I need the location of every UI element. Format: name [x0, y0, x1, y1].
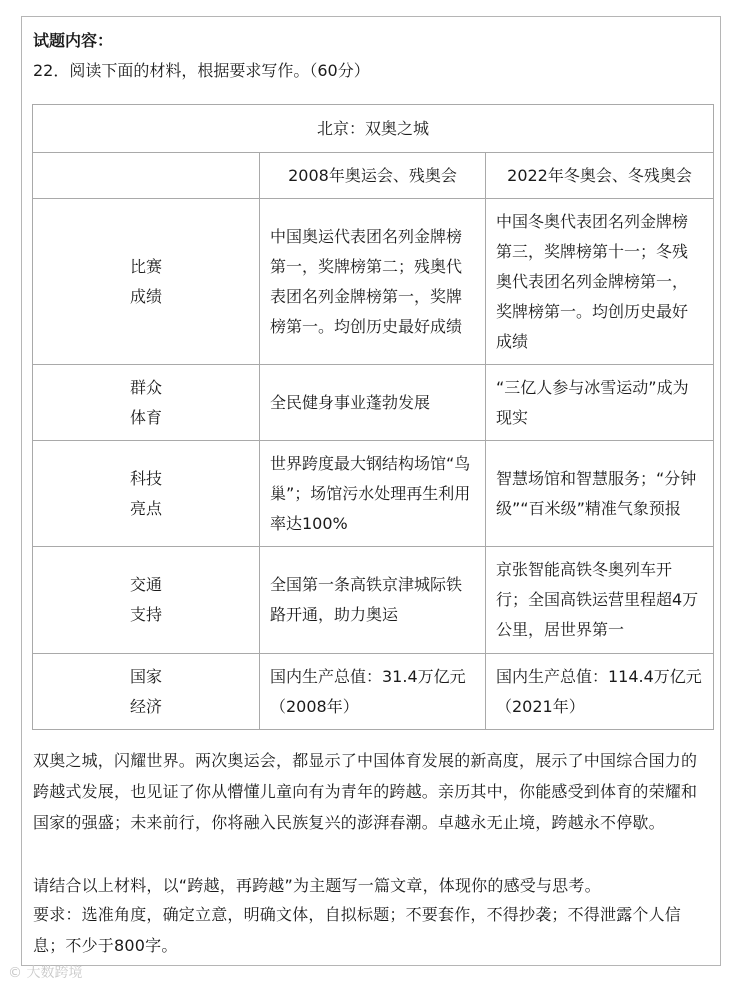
cell-2022: 国内生产总值：114.4万亿元（2021年）: [486, 654, 714, 730]
row-category-line: 亮点: [129, 498, 162, 518]
cell-2008: 国内生产总值：31.4万亿元（2008年）: [260, 654, 486, 730]
table-row: [33, 199, 714, 365]
cell-2022: 中国冬奥代表团名列金牌榜第三，奖牌榜第十一；冬残奥代表团名列金牌榜第一，奖牌榜第一。均创历史最好成绩: [486, 199, 714, 365]
row-category: [33, 654, 260, 730]
table-row: [33, 654, 714, 730]
row-category-line: 科技: [129, 468, 162, 488]
row-category-line: 国家: [129, 666, 162, 686]
section-label: 试题内容：: [33, 31, 114, 50]
row-category-line: 群众: [129, 377, 162, 397]
writing-requirements: 要求：选准角度，确定立意，明确文体，自拟标题；不要套作，不得抄袭；不得泄露个人信息；不少于800字。: [33, 905, 682, 955]
row-category: [33, 365, 260, 441]
row-category-line: 交通: [129, 575, 162, 594]
table-title-row: [33, 105, 714, 153]
row-category: [33, 199, 260, 365]
cell-2022: 京张智能高铁冬奥列车开行；全国高铁运营里程超4万公里，居世界第一: [486, 547, 714, 654]
cell-2022: 智慧场馆和智慧服务；“分钟级”“百米级”精准气象预报: [486, 441, 714, 547]
passage-paragraph: 双奥之城，闪耀世界。两次奥运会，都显示了中国体育发展的新高度，展示了中国综合国力的跨越式发展，也见证了你从懵懂儿童向有为青年的跨越。亲历其中，你能感受到体育的荣耀和国家的强盛；未来前行，你将融入民族复兴的澎湃春潮。卓越永无止境，跨越永不停歇。: [33, 751, 698, 832]
table-header-row: [33, 153, 714, 199]
table-title: 北京：双奥之城: [33, 105, 714, 153]
table-row: [33, 547, 714, 654]
question-prompt: 22．阅读下面的材料，根据要求写作。（60分）: [33, 61, 370, 80]
cell-2008: 中国奥运代表团名列金牌榜第一，奖牌榜第二；残奥代表团名列金牌榜第一，奖牌榜第一。均创历史最好成绩: [260, 199, 486, 365]
watermark: © 大数跨境: [8, 965, 83, 981]
row-category-line: 成绩: [129, 286, 162, 306]
row-category-line: 比赛: [129, 256, 162, 276]
row-category: [33, 441, 260, 547]
header-2008: 2008年奥运会、残奥会: [260, 153, 486, 199]
writing-instruction: 请结合以上材料，以“跨越，再跨越”为主题写一篇文章，体现你的感受与思考。: [33, 876, 601, 895]
cell-2008: 全民健身事业蓬勃发展: [260, 365, 486, 441]
header-empty-cell: [33, 153, 260, 199]
row-category-line: 体育: [129, 407, 162, 427]
table-row: [33, 365, 714, 441]
comparison-table: [32, 104, 714, 730]
header-2022: 2022年冬奥会、冬残奥会: [486, 153, 714, 199]
row-category: [33, 547, 260, 654]
row-category-line: 支持: [129, 605, 162, 624]
cell-2008: 世界跨度最大钢结构场馆“鸟巢”；场馆污水处理再生利用率达100%: [260, 441, 486, 547]
cell-2022: “三亿人参与冰雪运动”成为现实: [486, 365, 714, 441]
row-category-line: 经济: [129, 696, 162, 716]
table-row: [33, 441, 714, 547]
cell-2008: 全国第一条高铁京津城际铁路开通，助力奥运: [260, 547, 486, 654]
